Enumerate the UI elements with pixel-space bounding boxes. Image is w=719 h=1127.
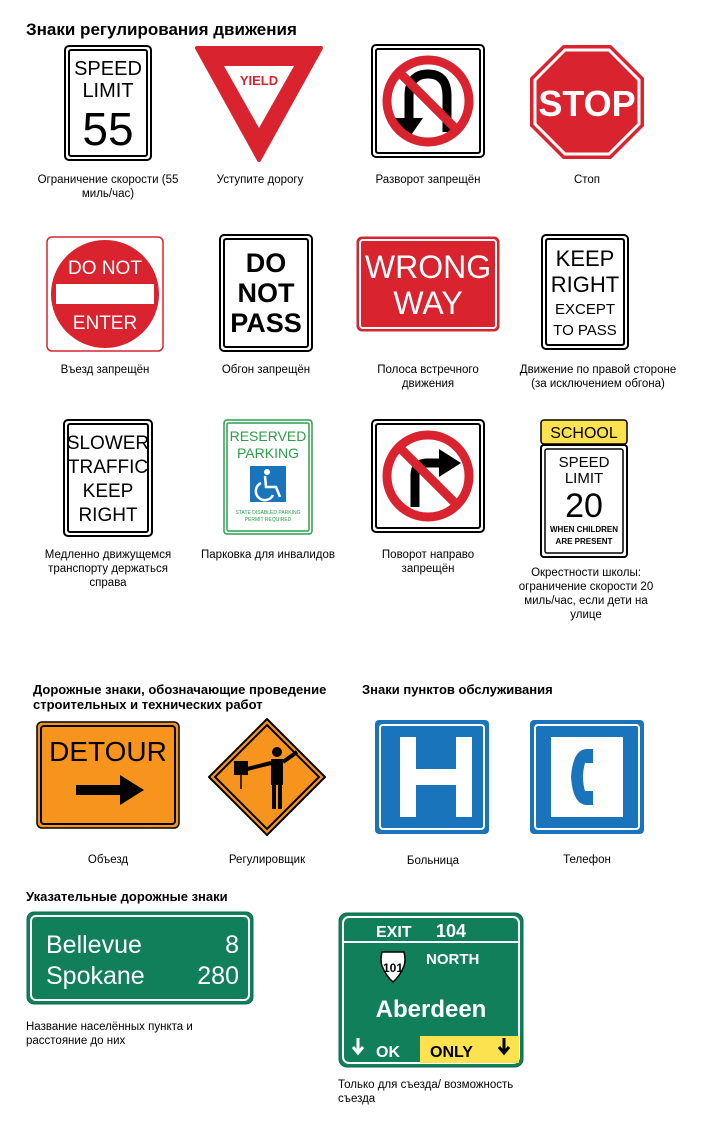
slower-line4: RIGHT bbox=[78, 505, 138, 526]
keep-right-line3: EXCEPT bbox=[554, 301, 616, 318]
hospital-h-icon bbox=[416, 785, 456, 817]
wrong-way-line1: WRONG bbox=[364, 249, 492, 285]
wrong-way-line2: WAY bbox=[393, 285, 463, 321]
yield-sign bbox=[194, 45, 324, 163]
school-speed-sign bbox=[540, 419, 628, 559]
caption-exit-only: Только для съезда/ возможность съезда bbox=[338, 1079, 514, 1105]
route-number: 101 bbox=[382, 961, 404, 975]
dnp-line2: NOT bbox=[237, 278, 295, 308]
dist1-text: 8 bbox=[225, 931, 239, 959]
no-right-turn-sign bbox=[371, 419, 485, 533]
parking-line3: STATE DISABLED PARKING bbox=[235, 510, 301, 516]
school-line2: LIMIT bbox=[564, 470, 604, 487]
caption-speed-limit: Ограничение скорости (55 миль/час) bbox=[37, 174, 179, 200]
reserved-parking-sign bbox=[223, 419, 313, 535]
school-line1: SPEED bbox=[558, 454, 610, 471]
exit-city: Aberdeen bbox=[375, 996, 487, 1023]
slower-line2: TRAFFIC bbox=[67, 457, 149, 478]
slower-traffic-sign bbox=[63, 419, 153, 537]
caption-yield: Уступите дорогу bbox=[216, 174, 304, 186]
heading-regulatory: Знаки регулирования движения bbox=[26, 20, 297, 39]
caption-slower-traffic: Медленно движущемся транспорту держаться справа bbox=[44, 549, 172, 589]
parking-line4: PERMIT REQUIRED bbox=[244, 517, 292, 523]
yield-text: YIELD bbox=[239, 73, 279, 88]
dnp-line3: PASS bbox=[230, 308, 302, 338]
heading-services: Знаки пунктов обслуживания bbox=[362, 682, 553, 697]
caption-telephone: Телефон bbox=[563, 854, 611, 866]
caption-reserved-parking: Парковка для инвалидов bbox=[201, 549, 335, 561]
exit-only-sign bbox=[338, 912, 524, 1068]
stop-sign bbox=[529, 44, 645, 160]
school-line4: ARE PRESENT bbox=[555, 537, 613, 546]
caption-stop: Стоп bbox=[573, 174, 601, 186]
caption-hospital: Больница bbox=[406, 855, 460, 867]
speed-limit-sign bbox=[64, 45, 152, 161]
detour-sign bbox=[36, 721, 180, 829]
keep-right-line4: TO PASS bbox=[553, 322, 617, 339]
heading-guide: Указательные дорожные знаки bbox=[26, 889, 228, 904]
slower-line3: KEEP bbox=[82, 481, 134, 502]
exit-number: 104 bbox=[436, 921, 467, 941]
caption-city-distance: Название населённых пункта и расстояние до них bbox=[26, 1021, 193, 1047]
caption-do-not-enter: Въезд запрещён bbox=[60, 364, 150, 376]
parking-line1: RESERVED bbox=[229, 428, 307, 444]
keep-right-line1: KEEP bbox=[555, 246, 615, 271]
parking-line2: PARKING bbox=[237, 445, 299, 461]
slower-line1: SLOWER bbox=[66, 433, 150, 454]
speed-limit-line2: LIMIT bbox=[82, 80, 134, 102]
do-not-pass-sign bbox=[219, 234, 313, 352]
heading-construction: Дорожные знаки, обозначающие проведение строительных и технических работ bbox=[33, 682, 327, 712]
dnp-line1: DO bbox=[245, 248, 287, 278]
caption-keep-right: Движение по правой стороне (за исключением обгона) bbox=[519, 364, 677, 390]
caption-no-right-turn: Поворот направо запрещён bbox=[381, 549, 475, 575]
caption-wrong-way: Полоса встречного движения bbox=[377, 364, 479, 390]
caption-school-zone: Окрестности школы: ограничение скорости 20 миль/час, если дети на улице bbox=[518, 567, 654, 621]
dne-bottom-text: ENTER bbox=[72, 313, 138, 334]
do-not-enter-sign bbox=[46, 236, 164, 352]
school-line3: WHEN CHILDREN bbox=[550, 525, 618, 534]
caption-detour: Объезд bbox=[87, 854, 129, 866]
keep-right-line2: RIGHT bbox=[550, 272, 620, 297]
caption-do-not-pass: Обгон запрещён bbox=[221, 364, 311, 376]
exit-ok: OK bbox=[376, 1044, 400, 1061]
school-top-text: SCHOOL bbox=[550, 425, 618, 442]
stop-text: STOP bbox=[538, 83, 636, 124]
detour-text: DETOUR bbox=[49, 736, 167, 767]
school-number: 20 bbox=[565, 487, 603, 525]
caption-no-u-turn: Разворот запрещён bbox=[375, 174, 481, 186]
city2-text: Spokane bbox=[46, 962, 145, 990]
city1-text: Bellevue bbox=[46, 931, 142, 959]
wrong-way-sign bbox=[356, 236, 500, 332]
hospital-sign bbox=[374, 719, 490, 835]
no-u-turn-sign bbox=[371, 44, 485, 158]
speed-limit-line1: SPEED bbox=[74, 58, 142, 80]
exit-direction: NORTH bbox=[426, 951, 480, 968]
exit-label: EXIT bbox=[376, 924, 412, 941]
flagger-sign bbox=[207, 717, 327, 837]
dne-top-text: DO NOT bbox=[68, 258, 142, 279]
speed-limit-number: 55 bbox=[82, 103, 134, 155]
telephone-sign bbox=[529, 719, 645, 835]
city-distance-sign bbox=[26, 911, 254, 1005]
caption-flagger: Регулировщик bbox=[228, 854, 306, 866]
keep-right-sign bbox=[541, 234, 629, 350]
dist2-text: 280 bbox=[197, 962, 239, 990]
exit-only-text: ONLY bbox=[430, 1044, 473, 1061]
